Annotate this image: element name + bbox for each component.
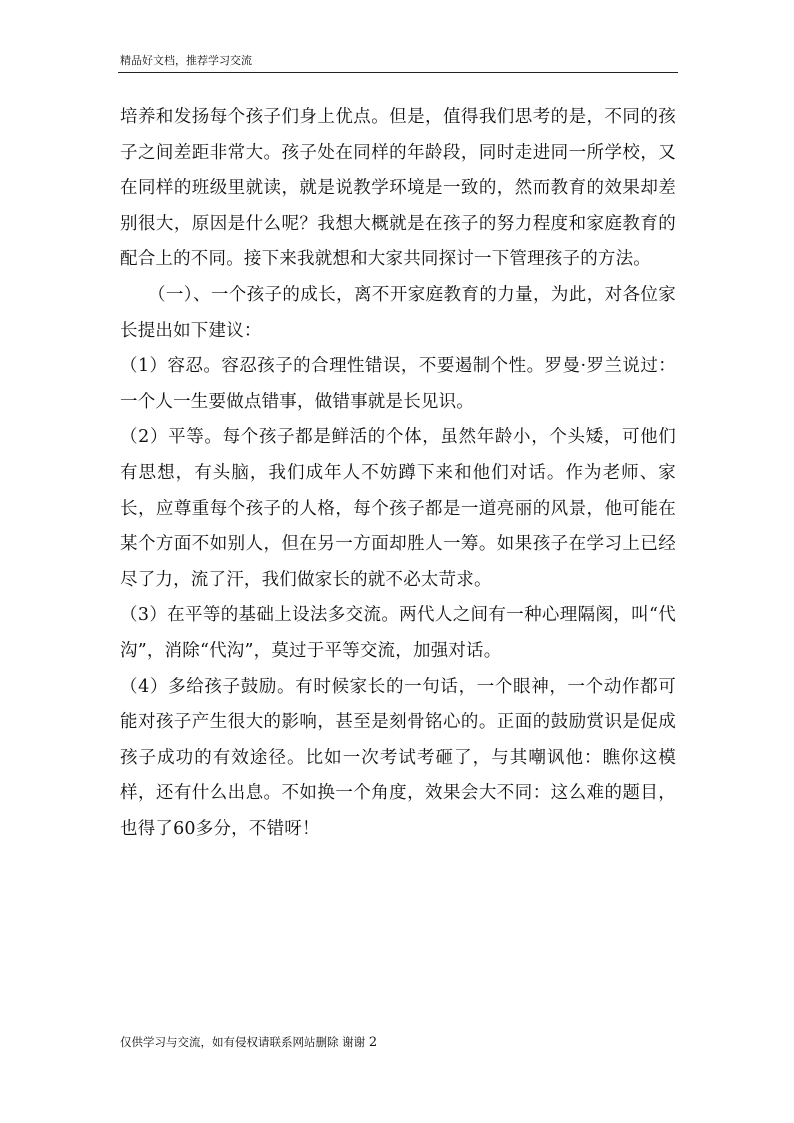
document-body bbox=[120, 100, 676, 847]
page-header: 精品好文档，推荐学习交流 bbox=[120, 54, 252, 67]
paragraph-item-2: （2）平等。每个孩子都是鲜活的个体，虽然年龄小，个头矮，可他们有思想，有头脑，我们成年人不妨蹲下来和他们对话。作为老师、家长，应尊重每个孩子的人格，每个孩子都是一道亮丽的风景，他可能在某个方面不如别人，但在另一方面却胜人一筹。如果孩子在学习上已经尽了力，流了汗，我们做家长的就不必太苛求。 bbox=[120, 427, 676, 590]
paragraph-section-one: （一）、一个孩子的成长，离不开家庭教育的力量，为此，对各位家长提出如下建议： bbox=[120, 284, 676, 341]
paragraph-item-1: （1）容忍。容忍孩子的合理性错误，不要遏制个性。罗曼·罗兰说过：一个人一生要做点错事，做错事就是长见识。 bbox=[120, 356, 676, 412]
paragraph-item-3: （3）在平等的基础上设法多交流。两代人之间有一种心理隔阂，叫“代沟”，消除“代沟”，莫过于平等交流，加强对话。 bbox=[120, 605, 676, 661]
paragraph-item-4: （4）多给孩子鼓励。有时候家长的一句话，一个眼神，一个动作都可能对孩子产生很大的影响，甚至是刻骨铭心的。正面的鼓励赏识是促成孩子成功的有效途径。比如一次考试考砸了，与其嘲讽他：瞧你这模样，还有什么出息。不如换一个角度，效果会大不同：这么难的题目，也得了60多分，不错呀！ bbox=[120, 676, 676, 839]
paragraph-intro: 培养和发扬每个孩子们身上优点。但是，值得我们思考的是，不同的孩子之间差距非常大。孩子处在同样的年龄段，同时走进同一所学校，又在同样的班级里就读，就是说教学环境是一致的，然而教育的效果却差别很大，原因是什么呢？我想大概就是在孩子的努力程度和家庭教育的配合上的不同。接下来我就想和大家共同探讨一下管理孩子的方法。 bbox=[120, 107, 676, 270]
page-footer bbox=[120, 1035, 377, 1050]
footer-text: 仅供学习与交流，如有侵权请联系网站删除 谢谢 bbox=[120, 1035, 366, 1049]
header-divider bbox=[118, 72, 678, 73]
page-number: 2 bbox=[368, 1035, 378, 1050]
